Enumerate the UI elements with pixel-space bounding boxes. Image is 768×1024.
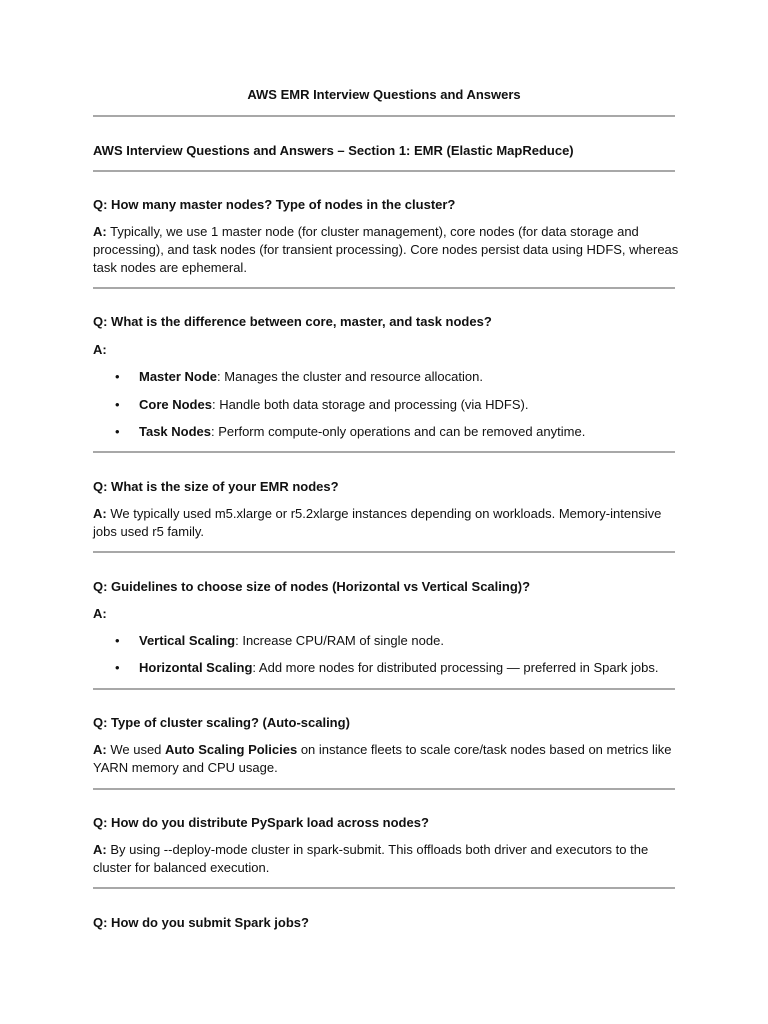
list-item: • Vertical Scaling: Increase CPU/RAM of single node.	[115, 633, 444, 648]
answer-1-line-3: task nodes are ephemeral.	[93, 260, 247, 275]
question-1: Q: How many master nodes? Type of nodes in the cluster?	[93, 197, 456, 212]
answer-label: A:	[93, 506, 107, 521]
answer-3-line-2: jobs used r5 family.	[93, 524, 205, 539]
horizontal-rule	[93, 115, 675, 117]
answer-6-line-2: cluster for balanced execution.	[93, 860, 270, 875]
bullet-icon: •	[115, 633, 120, 648]
list-item: • Core Nodes: Handle both data storage and processing (via HDFS).	[115, 397, 529, 412]
document-title: AWS EMR Interview Questions and Answers	[247, 87, 521, 102]
answer-label: A:	[93, 342, 107, 357]
bullet-icon: •	[115, 369, 120, 384]
question-5: Q: Type of cluster scaling? (Auto-scaling)	[93, 715, 350, 730]
list-item: • Horizontal Scaling: Add more nodes for distributed processing — preferred in Spark jobs.	[115, 660, 659, 675]
section-heading: AWS Interview Questions and Answers – Section 1: EMR (Elastic MapReduce)	[93, 143, 574, 158]
list-item: • Task Nodes: Perform compute-only operations and can be removed anytime.	[115, 424, 586, 439]
horizontal-rule	[93, 170, 675, 172]
answer-label: A:	[93, 842, 107, 857]
horizontal-rule	[93, 887, 675, 889]
list-item: • Master Node: Manages the cluster and resource allocation.	[115, 369, 483, 384]
question-2: Q: What is the difference between core, master, and task nodes?	[93, 314, 492, 329]
answer-1-line-2: processing), and task nodes (for transient processing). Core nodes persist data using HDFS, whereas	[93, 242, 679, 257]
horizontal-rule	[93, 551, 675, 553]
answer-label: A:	[93, 606, 107, 621]
answer-5-line-2: YARN memory and CPU usage.	[93, 760, 278, 775]
answer-6-line-1: A: By using --deploy-mode cluster in spark-submit. This offloads both driver and executors to the	[93, 842, 649, 857]
bullet-icon: •	[115, 397, 120, 412]
question-3: Q: What is the size of your EMR nodes?	[93, 479, 339, 494]
question-6: Q: How do you distribute PySpark load across nodes?	[93, 815, 429, 830]
horizontal-rule	[93, 688, 675, 690]
question-4: Q: Guidelines to choose size of nodes (Horizontal vs Vertical Scaling)?	[93, 579, 531, 594]
bullet-icon: •	[115, 660, 120, 675]
question-7: Q: How do you submit Spark jobs?	[93, 915, 309, 930]
horizontal-rule	[93, 788, 675, 790]
bullet-icon: •	[115, 424, 120, 439]
answer-5-line-1: A: We used Auto Scaling Policies on instance fleets to scale core/task nodes based on metrics like	[93, 742, 672, 757]
horizontal-rule	[93, 287, 675, 289]
answer-3-line-1: A: We typically used m5.xlarge or r5.2xlarge instances depending on workloads. Memory-intensive	[93, 506, 662, 521]
horizontal-rule	[93, 451, 675, 453]
answer-label: A:	[93, 742, 107, 757]
answer-label: A:	[93, 224, 107, 239]
answer-1-line-1: A: Typically, we use 1 master node (for cluster management), core nodes (for data storage and	[93, 224, 639, 239]
